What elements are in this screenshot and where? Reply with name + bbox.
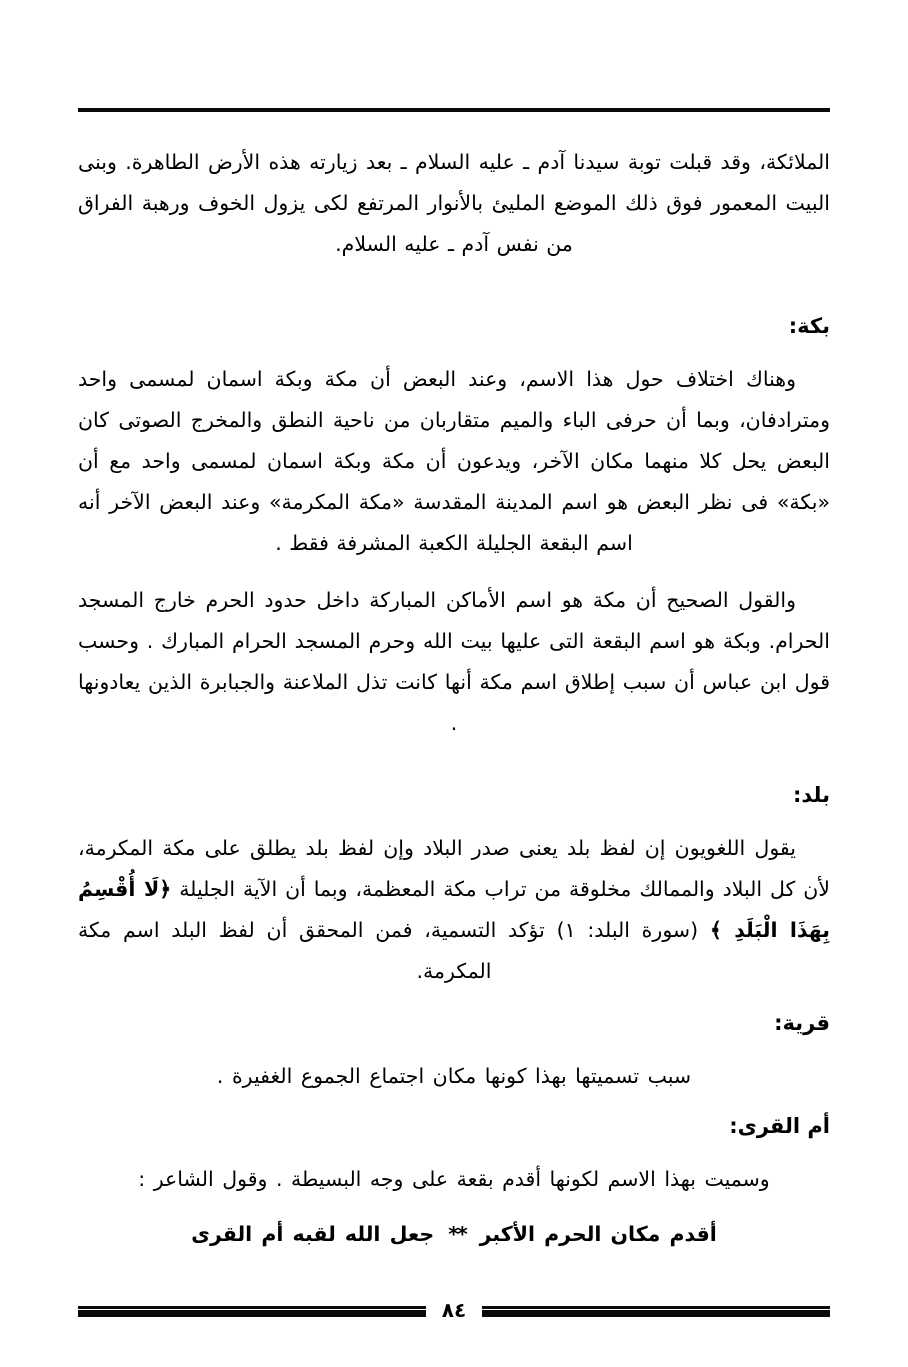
quran-verse-text: ﴿لَا أُقْسِمُ بِهَذَا الْبَلَدِ ﴾ — [78, 877, 830, 942]
paragraph-bakkah-2: والقول الصحيح أن مكة هو اسم الأماكن المباركة داخل حدود الحرم خارج المسجد الحرام. وبكة هو اسم البقعة التى عليها بيت الله وحرم المسجد الحرام المبارك . وحسب قول ابن عباس أن سبب إطلاق اسم مكة أنها كانت تذل الملاعنة والجبابرة الذين يعادونها . — [78, 588, 830, 735]
paragraph-bakkah-1: وهناك اختلاف حول هذا الاسم، وعند البعض أن مكة وبكة اسمان لمسمى واحد ومترادفان، وبما أن حرفى الباء والميم متقاربان من ناحية النطق والمخرج الصوتى كان البعض يحل كلا منهما مكان الآخر، ويدعون أن مكة وبكة اسمان لمسمى واحد مع أن «بكة» فى نظر البعض هو اسم المدينة المقدسة «مكة المكرمة» وعند البعض الآخر أنه اسم البقعة الجليلة الكعبة المشرفة فقط . — [78, 367, 830, 555]
poem-separator: ** — [448, 1222, 466, 1246]
spacer — [78, 760, 830, 770]
paragraph-balad-after-verse: تؤكد التسمية، فمن المحقق أن لفظ البلد اسم مكة المكرمة. — [78, 918, 545, 983]
poem-verse — [78, 1214, 830, 1254]
paragraph-balad — [78, 828, 830, 992]
section-heading-bakkah: بكة: — [788, 314, 830, 338]
opening-paragraph: الملائكة، وقد قبلت توبة سيدنا آدم ـ عليه السلام ـ بعد زيارته هذه الأرض الطاهرة. وبنى البيت المعمور فوق ذلك الموضع المليئ بالأنوار المرتفع لكى يزول الخوف ورهبة الفراق من نفس آدم ـ عليه السلام. — [78, 150, 830, 256]
header-rule — [78, 108, 830, 112]
page-content — [78, 108, 830, 1254]
section-heading-balad: بلد: — [793, 783, 830, 807]
footer-rule-right — [482, 1306, 830, 1317]
paragraph-balad-before-verse: يقول اللغويون إن لفظ بلد يعنى صدر البلاد وإن لفظ بلد يطلق على مكة المكرمة، لأن كل البلاد والممالك مخلوقة من تراب مكة المعظمة، وبما أن الآية الجليلة — [78, 836, 830, 901]
section-heading-umm-al-qura: أم القرى: — [729, 1114, 830, 1138]
paragraph-umm-al-qura: وسميت بهذا الاسم لكونها أقدم بقعة على وجه البسيطة . وقول الشاعر : — [138, 1167, 770, 1191]
section-heading-qaryah: قرية: — [774, 1011, 830, 1035]
paragraph-qaryah: سبب تسميتها بهذا كونها مكان اجتماع الجموع الغفيرة . — [216, 1064, 692, 1088]
page-footer — [78, 1298, 830, 1322]
page-number: ٨٤ — [441, 1298, 467, 1322]
quran-verse-reference: (سورة البلد: ١) — [556, 918, 699, 942]
poem-hemistich-right: أقدم مكان الحرم الأكبر — [479, 1222, 717, 1246]
spacer — [78, 291, 830, 301]
footer-rule-left — [78, 1306, 426, 1317]
poem-hemistich-left: جعل الله لقبه أم القرى — [191, 1222, 435, 1246]
